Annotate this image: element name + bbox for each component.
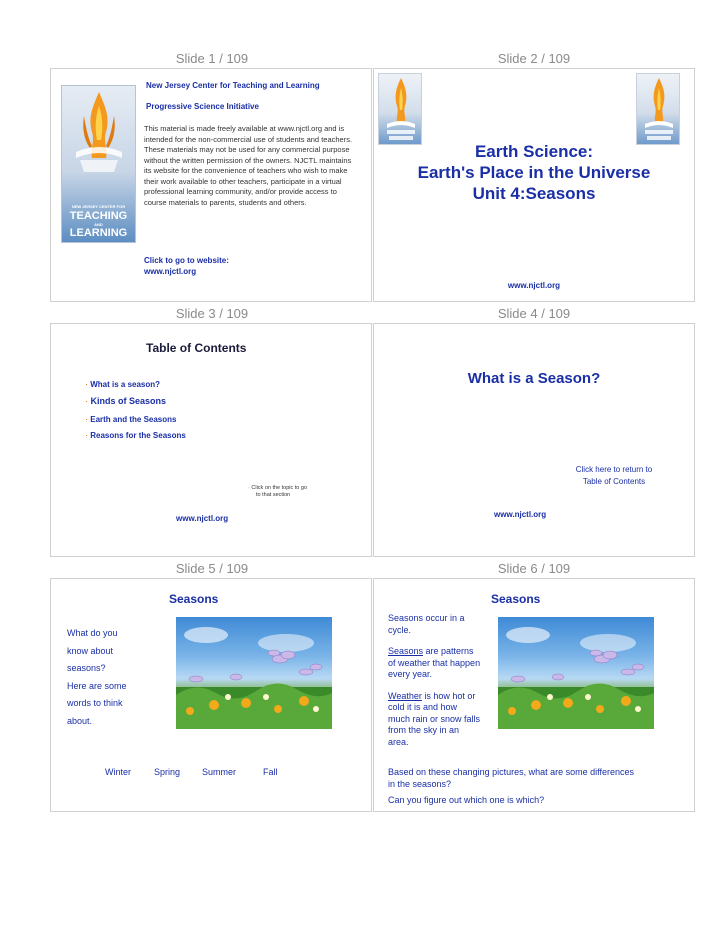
bullet-icon: ·: [85, 379, 88, 389]
flame-icon: [637, 74, 681, 146]
bullet-icon: ·: [248, 485, 250, 491]
initiative-name: Progressive Science Initiative: [146, 102, 259, 111]
term-weather: Weather: [388, 690, 422, 701]
text-line: every year.: [388, 669, 433, 679]
return-to-toc-link[interactable]: [554, 464, 674, 488]
question-text: [388, 766, 688, 806]
njctl-logo-right: [636, 73, 680, 145]
prompt-text: [67, 625, 127, 730]
slide-label-1: Slide 1 / 109: [175, 51, 249, 66]
bullet-icon: ·: [85, 414, 88, 424]
text-line: area.: [388, 736, 409, 747]
toc-item[interactable]: [85, 396, 166, 406]
spring-flowers-photo: [498, 617, 654, 729]
text-line: of weather that happen: [388, 657, 481, 668]
toc-link[interactable]: Earth and the Seasons: [90, 415, 177, 424]
season-word-winter: Winter: [105, 767, 132, 777]
prompt-line: know about: [67, 645, 114, 656]
bullet-icon: ·: [85, 430, 88, 440]
toc-hint-line-1: Click on the topic to go: [251, 485, 308, 491]
question-line: Based on these changing pictures, what are some differences: [388, 767, 634, 777]
slide-label-4: Slide 4 / 109: [497, 306, 571, 321]
slide-label-5: Slide 5 / 109: [175, 561, 249, 576]
slide-title: Seasons: [491, 592, 541, 606]
logo-teaching: TEACHING: [69, 210, 128, 222]
prompt-line: What do you: [67, 628, 118, 638]
njctl-logo-left: [378, 73, 422, 145]
title-line-2: Earth's Place in the Universe: [417, 163, 651, 182]
season-word-summer: Summer: [202, 767, 237, 777]
prompt-line: about.: [67, 715, 93, 726]
toc-item[interactable]: [85, 414, 176, 424]
flame-icon: [62, 86, 137, 176]
prompt-line: words to think: [67, 698, 123, 708]
website-link[interactable]: www.njctl.org: [507, 281, 561, 290]
text-line: is how hot or: [421, 690, 476, 701]
text-line: much rain or snow falls: [388, 713, 481, 724]
toc-title: Table of Contents: [146, 341, 247, 355]
definitions-text: [388, 613, 498, 748]
title-line-1: Earth Science:: [474, 142, 594, 161]
slide-label-6: Slide 6 / 109: [497, 561, 571, 576]
slide-label-3: Slide 3 / 109: [175, 306, 249, 321]
slide-label-2: Slide 2 / 109: [497, 51, 571, 66]
slide-6[interactable]: [373, 578, 695, 812]
license-text: This material is made freely available at www.njctl.org and is intended for the non-commercial use of students and teachers. These materials may not be used for any commercial purpose without the written permission of the owners. NJCTL maintains its website for the convenience of teachers who wish to make their work available to other teachers, participate in a virtual professional learning community, and/or provide access to course materials to parents, students and others.: [144, 124, 353, 207]
return-line-2: Table of Contents: [582, 477, 646, 486]
section-title: What is a Season?: [467, 370, 601, 387]
flame-icon: [379, 74, 423, 146]
spring-flowers-photo: [176, 617, 332, 729]
toc-link[interactable]: Reasons for the Seasons: [90, 431, 186, 440]
season-word-spring: Spring: [154, 767, 181, 777]
slide-1[interactable]: [50, 68, 372, 302]
prompt-line: seasons?: [67, 663, 106, 673]
toc-link[interactable]: What is a season?: [90, 380, 161, 389]
website-prompt: Click to go to website:: [144, 256, 229, 265]
slide-5[interactable]: [50, 578, 372, 812]
njctl-logo: [61, 85, 136, 243]
website-link[interactable]: www.njctl.org: [144, 267, 197, 276]
slide-4[interactable]: [373, 323, 695, 557]
toc-link[interactable]: Kinds of Seasons: [90, 396, 167, 406]
slide-3[interactable]: [50, 323, 372, 557]
org-name: New Jersey Center for Teaching and Learning: [146, 81, 320, 90]
logo-and: AND: [94, 222, 103, 227]
toc-hint: [248, 485, 307, 499]
text-line: from the sky in an: [388, 725, 460, 735]
question-line: Can you figure out which one is which?: [388, 795, 545, 805]
slide-title: Seasons: [169, 592, 219, 606]
toc-hint-line-2: to that section: [256, 492, 291, 498]
bullet-icon: ·: [85, 396, 88, 406]
return-line-1: Click here to return to: [575, 465, 653, 474]
text-line: cold it is and how: [388, 702, 458, 712]
text-line: cycle.: [388, 624, 412, 635]
text-line: Seasons occur in a: [388, 613, 465, 623]
website-link[interactable]: www.njctl.org: [176, 514, 229, 523]
logo-learning: LEARNING: [69, 227, 128, 239]
slide-2[interactable]: [373, 68, 695, 302]
text-line: are patterns: [423, 646, 474, 656]
toc-item[interactable]: [85, 379, 160, 389]
term-seasons: Seasons: [388, 646, 424, 656]
season-word-fall: Fall: [263, 767, 278, 777]
title-line-3: Unit 4:Seasons: [472, 184, 596, 203]
prompt-line: Here are some: [67, 680, 127, 691]
toc-item[interactable]: [85, 430, 186, 440]
website-link[interactable]: www.njctl.org: [494, 510, 547, 519]
logo-caption: NEW JERSEY CENTER FOR: [71, 204, 126, 209]
question-line: in the seasons?: [388, 779, 452, 789]
